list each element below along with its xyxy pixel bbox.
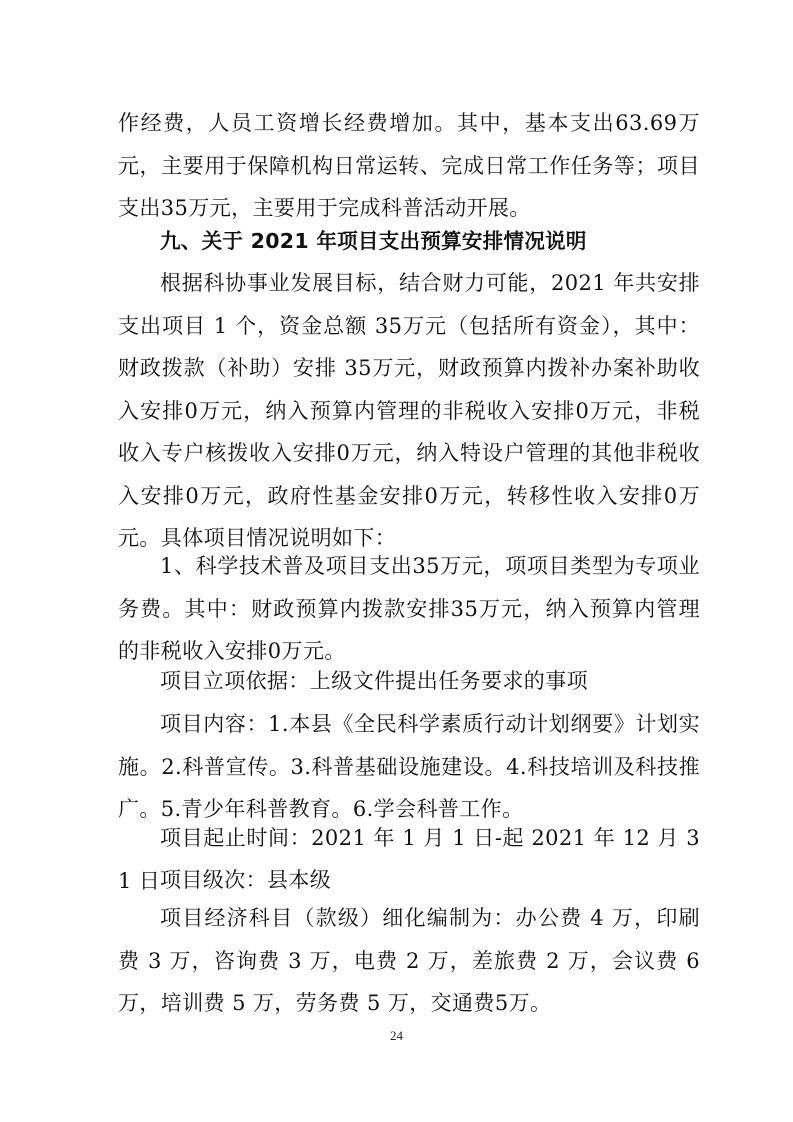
- budget-paragraph: 根据科协事业发展目标，结合财力可能，2021 年共安排支出项目 1 个，资金总额 35万元（包括所有资金），其中：财政拨款（补助）安排 35万元，财政预算内拨补办案补助收入安排0万元，纳入预算内管理的非税收入安排0万元，非税收入专户核拨收入安排0万元，纳入特设户管理的其他非税收入安排0万元，政府性基金安排0万元，转移性收入安排0万元。具体项目情况说明如下：: [118, 271, 700, 550]
- project-paragraph: 1、科学技术普及项目支出35万元，项项目类型为专项业务费。其中：财政预算内拨款安排35万元，纳入预算内管理的非税收入安排0万元。: [118, 554, 700, 663]
- economic-items-paragraph: 项目经济科目（款级）细化编制为：办公费 4 万，印刷费 3 万，咨询费 3 万，电费 2 万，差旅费 2 万，会议费 6 万，培训费 5 万，劳务费 5 万，交通费5万。: [118, 906, 700, 1015]
- section-heading: 九、关于 2021 年项目支出预算安排情况说明: [160, 229, 587, 253]
- project-level-line: 项目级次：县本级: [160, 868, 332, 892]
- page-number: 24: [390, 1028, 403, 1043]
- project-basis-line: 项目立项依据：上级文件提出任务要求的事项: [160, 669, 588, 693]
- project-period-line: 项目起止时间：2021 年 1 月 1 日-起 2021 年 12 月 31 日: [118, 826, 700, 893]
- intro-paragraph: 作经费，人员工资增长经费增加。其中，基本支出63.69万元，主要用于保障机构日常运转、完成日常工作任务等；项目支出35万元，主要用于完成科普活动开展。: [118, 111, 700, 220]
- project-content-paragraph: 项目内容：1.本县《全民科学素质行动计划纲要》计划实施。2.科普宣传。3.科普基础设施建设。4.科技培训及科技推广。5.青少年科普教育。6.学会科普工作。: [118, 712, 700, 821]
